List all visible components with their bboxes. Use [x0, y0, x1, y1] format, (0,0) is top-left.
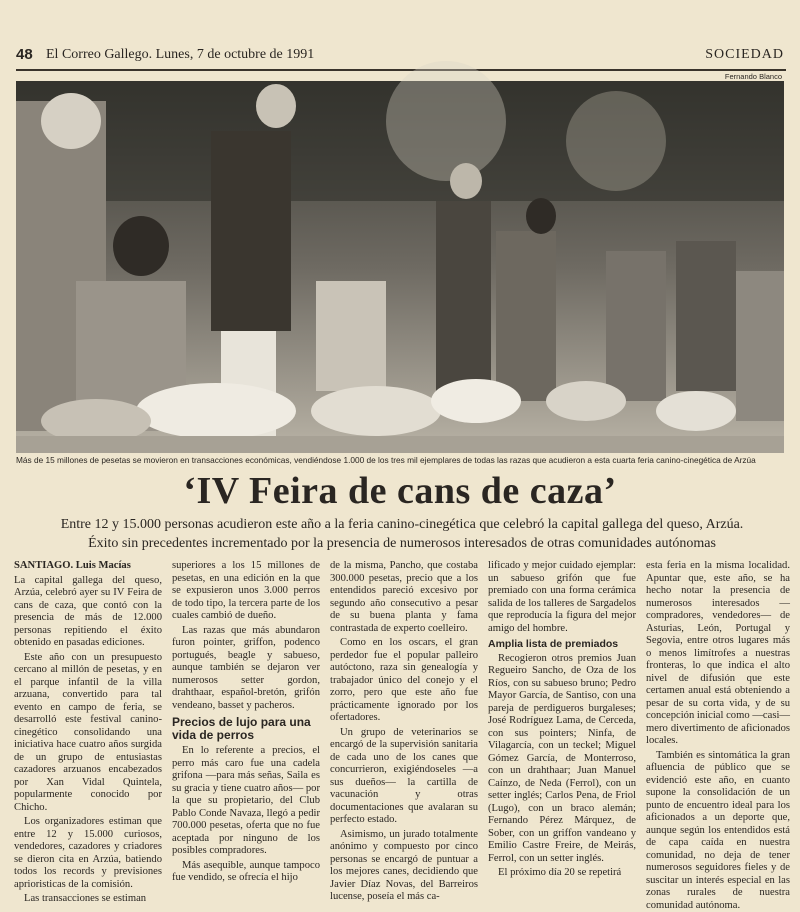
subheading-prizes: Amplia lista de premiados [488, 638, 636, 651]
photo-credit: Fernando Blanco [725, 72, 782, 81]
column-4 [488, 560, 636, 840]
dog-fair-photo [16, 81, 784, 453]
subheading-prices: Precios de lujo para una vida de perros [172, 716, 320, 742]
article-subhead-2: Éxito sin precedentes incrementado por la presencia de numerosos interesados de otras comunidades autónomas [22, 536, 782, 552]
column-5 [646, 560, 790, 840]
newspaper-date: El Correo Gallego. Lunes, 7 de octubre de 1991 [46, 47, 314, 63]
paragraph: También es sintomática la gran afluencia de público que se evidenció este año, en cuanto supone la consolidación de un punto de encuentro ideal para los aficionados a un deporte que, aunque según los entendidos está de capa caída en nuestra comunidad, no deja de tener numerosos seguidores fieles y de suscitar un interés especial en las zonas rurales de nuestra comunidad autónoma. [646, 750, 790, 912]
paragraph: Las transacciones se estiman [14, 893, 162, 906]
paragraph: lificado y mejor cuidado ejemplar: un sabueso grifón que fue premiado con una forma cerámica salida de los talleres de Sargadelos que reproducía la figura del mejor amigo del hombre. [488, 560, 636, 635]
header-rule [16, 69, 786, 71]
paragraph: Como en los oscars, el gran perdedor fue el popular palleiro autóctono, raza sin genealogía y trabajador único del conejo y el zorro, pero que este año fue prácticamente ignorado por los ofertadores. [330, 637, 478, 725]
photo-caption: Más de 15 millones de pesetas se movieron en transacciones económicas, vendiéndose 1.000 de los tres mil ejemplares de todas las razas que acudieron a esta cuarta feria canino-cinegética de Arzúa [16, 455, 786, 465]
paragraph: Recogieron otros premios Juan Regueiro Sancho, de Oza de los Ríos, con su sabueso bruno; Pedro Mayor García, de Santiso, con una pareja de perdigueros burgaleses; José Rodríguez Lama, de Cerceda, con sus pointers; Ninfa, de Vilagarcía, con un teckel; Miguel Gómez García, de Monterroso, con un drahthaar; Juan Manuel Caínzo, de Neda (Ferrol), con un setter inglés; Carlos Pena, de Friol (Lugo), con un braco alemán; Fernando Pérez Márquez, de Sober, con un griffon vandeano y Emilio Castre Freire, de Meirás, Ferrol, con un setter inglés. [488, 653, 636, 866]
page-header [16, 46, 784, 68]
paragraph: En lo referente a precios, el perro más caro fue una cadela grifona —para más señas, Saila es su gracia y tiene cuatro años— por la que su propietario, del Club Pablo Conde Navaza, llegó a pedir 700.000 pesetas, oferta que no fue aceptada por ninguno de los posibles compradores. [172, 745, 320, 858]
paragraph: Este año con un presupuesto cercano al millón de pesetas, y en el parque infantil de la villa arzuana, convertido para tal evento en campo de feria, se desarrolló este festival canino-cinegético consolidando una iniciativa hace cuatro años surgida de un grupo de entusiastas cazadores arzuanos encabezados por Xan Vidal Quintela, popularmente conocido por Chicho. [14, 652, 162, 815]
column-3 [330, 560, 478, 840]
article-subhead-1: Entre 12 y 15.000 personas acudieron este año a la feria canino-cinegética que celebró la capital gallega del queso, Arzúa. [22, 517, 782, 533]
column-2 [172, 560, 320, 840]
dog-fair-photo-illustration [16, 81, 784, 453]
paragraph: Asimismo, un jurado totalmente anónimo y compuesto por cinco personas se encargó de puntuar a los mejores canes, decidiendo que Javier Díaz Novas, del Barreiros lucense, poseía el más ca- [330, 829, 478, 904]
paragraph: La capital gallega del queso, Arzúa, celebró ayer su IV Feira de cans de caza, que contó con la presencia de más de 12.000 personas repitiendo el éxito obtenido en pasadas ediciones. [14, 575, 162, 650]
article-headline: ‘IV Feira de cans de caza’ [0, 469, 800, 513]
paragraph: Las razas que más abundaron furon pointer, griffon, podenco portugués, beagle y sabueso, aunque también se dejaron ver numerosos setter gordon, drahthaar, español-bretón, grifón vendeano, basset y pacheros. [172, 625, 320, 713]
paragraph: Un grupo de veterinarios se encargó de la supervisión sanitaria de cada uno de los canes que concurrieron, exigiéndoseles —a sus dueños— la cartilla de vacunación y otras documentaciones que avalaran su perfecto estado. [330, 727, 478, 827]
paragraph: de la misma, Pancho, que costaba 300.000 pesetas, precio que a los entendidos pareció excesivo por segundo año consecutivo a pesar de su buena planta y fama contrastada de experto coelleiro. [330, 560, 478, 635]
article-body [14, 560, 790, 840]
paragraph: superiores a los 15 millones de pesetas, en una edición en la que se expusieron unos 3.000 perros de todo tipo, la tercera parte de los cuales cambió de dueño. [172, 560, 320, 623]
column-1 [14, 560, 162, 840]
section-label: SOCIEDAD [705, 47, 784, 63]
paragraph: Los organizadores estiman que entre 12 y 15.000 curiosos, vendedores, cazadores y criadores se dieron cita en Arzúa, batiendo todos los records y previsiones aprioristicas de la comisión. [14, 816, 162, 891]
paragraph: esta feria en la misma localidad. Apuntar que, este año, se ha hecho notar la presencia de numerosos interesados —compradores, vendedores— de Asturias, León, Portugal y Segovia, entre otros lugares más o menos limítrofes a nuestras fronteras, lo que indica el alto nivel de difusión que este certamen anual está obteniendo a pesar de su corta vida, y de su concepción inicial como —casi— mero divertimento de aficionados locales. [646, 560, 790, 748]
paragraph: Más asequible, aunque tampoco fue vendido, se ofrecía el hijo [172, 860, 320, 885]
byline: SANTIAGO. Luis Macías [14, 560, 131, 571]
paragraph: El próximo día 20 se repetirá [488, 867, 636, 880]
page-number: 48 [16, 46, 33, 63]
